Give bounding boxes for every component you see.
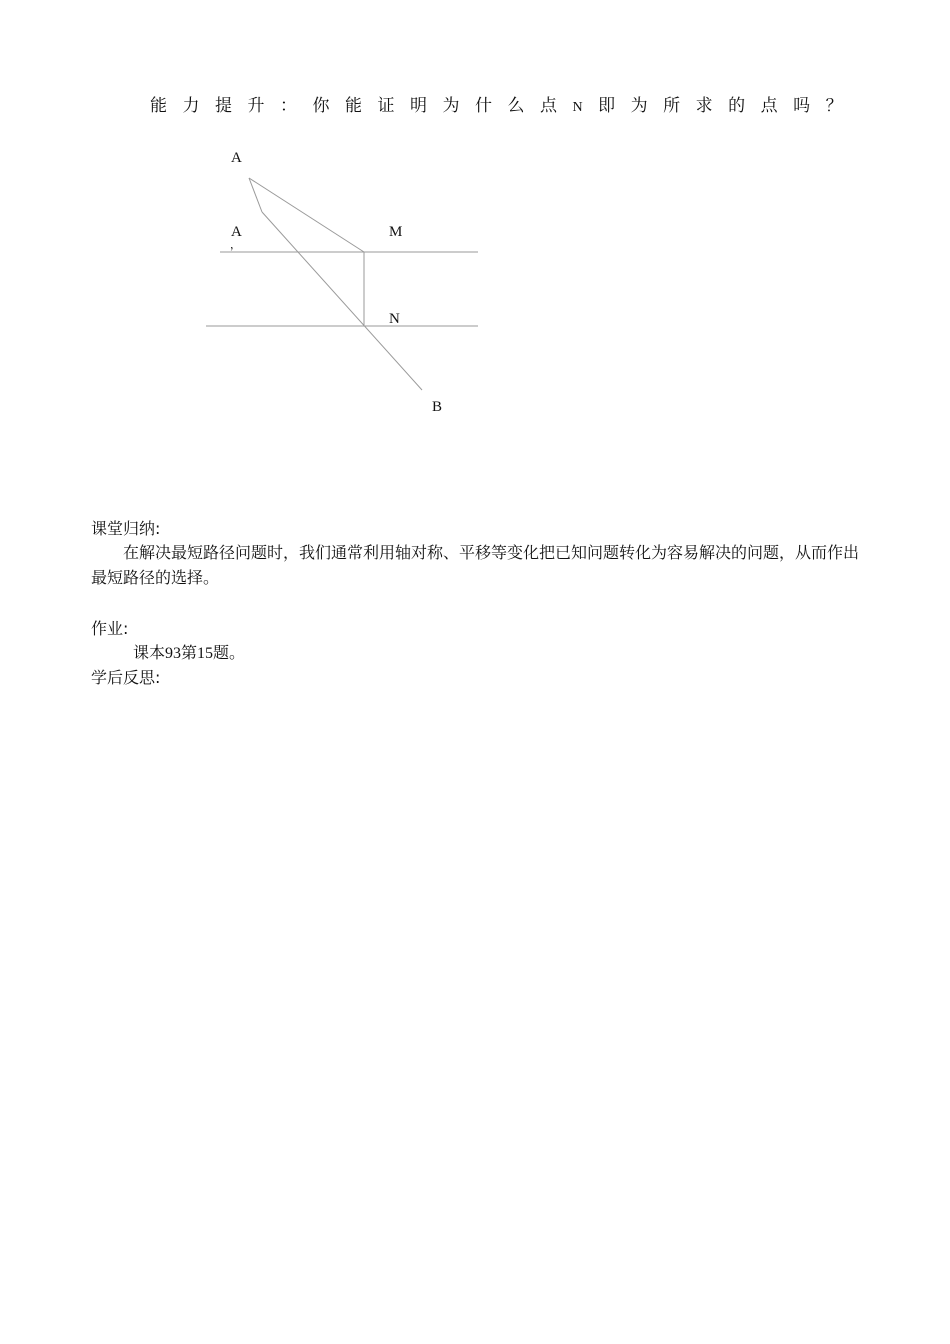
segment-A-M [249, 178, 364, 252]
homework-assignment [133, 640, 245, 663]
label-M: M [389, 224, 403, 240]
label-B: B [432, 399, 443, 415]
homework-title: 作业: [91, 619, 129, 638]
segment-A-A-prime [249, 178, 262, 212]
question-text-after: 即为所求的点吗？ [598, 96, 859, 116]
homework-number: 15 [197, 645, 214, 662]
label-A: A [231, 150, 242, 166]
reflection-title: 学后反思: [91, 668, 161, 687]
homework-suffix: 题。 [213, 643, 246, 662]
question-point-label: N [572, 100, 599, 115]
label-prime-mark: ， [230, 239, 241, 251]
homework-prefix: 课本 [133, 643, 166, 662]
homework-mid: 第 [181, 643, 198, 662]
label-N: N [389, 311, 400, 327]
question-text-before: 能力提升：你能证明为什么点 [150, 96, 573, 116]
summary-title: 课堂归纳: [91, 519, 161, 538]
label-A-prime: A [231, 224, 242, 240]
summary-body: 在解决最短路径问题时，我们通常利用轴对称、平移等变化把已知问题转化为容易解决的问题，从而作出最短路径的选择。 [91, 543, 860, 587]
homework-page: 93 [165, 645, 182, 662]
geometry-figure [200, 140, 500, 430]
geometry-diagram [200, 140, 500, 430]
ability-question [150, 91, 859, 116]
